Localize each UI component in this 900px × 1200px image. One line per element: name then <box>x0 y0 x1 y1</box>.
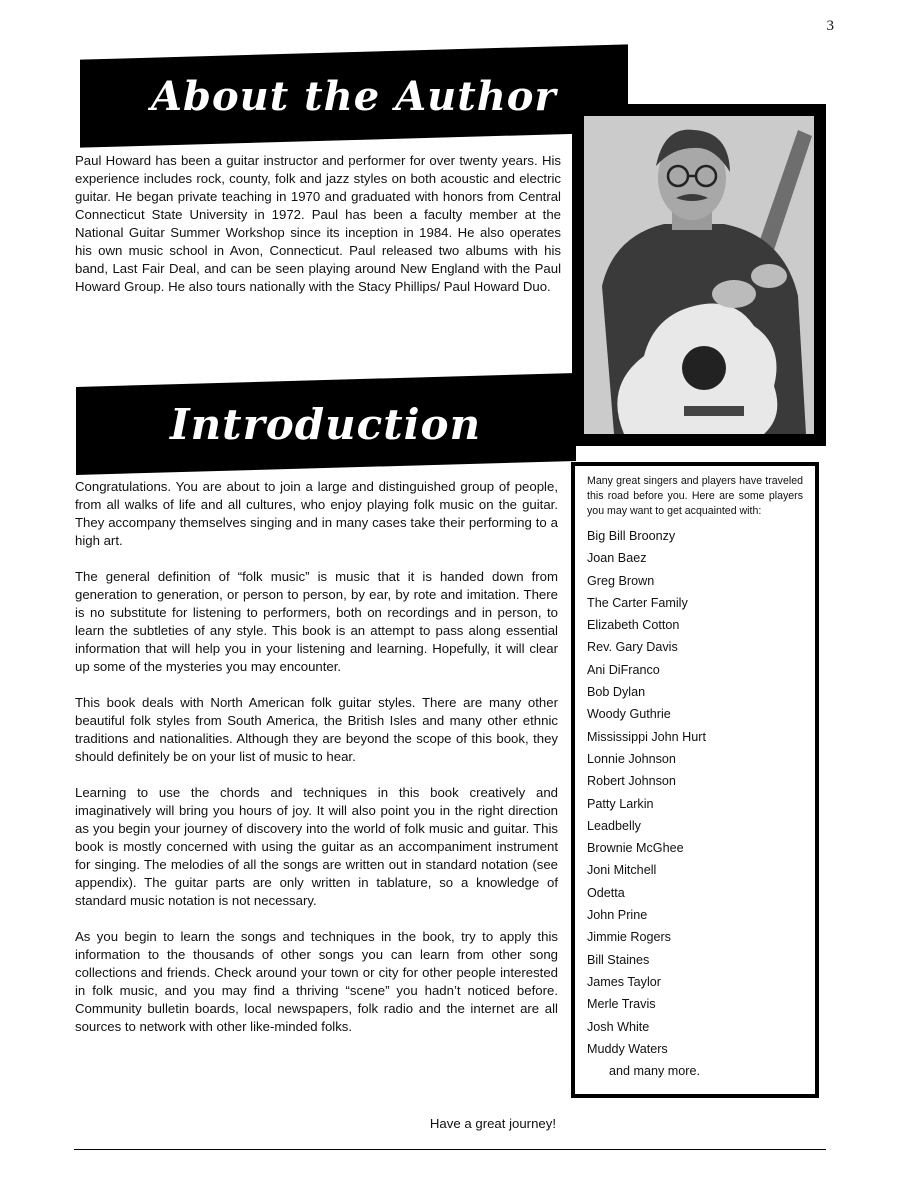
artist-item: Josh White <box>587 1019 650 1034</box>
author-photo <box>584 116 814 434</box>
artist-item: Lonnie Johnson <box>587 751 676 766</box>
players-sidebar <box>571 462 819 1098</box>
intro-paragraph: The general definition of “folk music” is music that it is handed down from generation to generation, or person to person, by ear, by rote and imitation. There is no substitute for listening to performers, both on recordings and in person, to learn the subtleties of any style. This book is an attempt to pass along essential information that will help you in your listening and learning. Hopefully, it will clear up some of the mysteries you may encounter. <box>75 569 558 674</box>
artist-item: Bob Dylan <box>587 685 646 700</box>
sidebar-more: and many more. <box>609 1064 700 1079</box>
artist-item: John Prine <box>587 908 648 923</box>
intro-body <box>75 478 558 1054</box>
artist-item: Odetta <box>587 885 625 900</box>
artist-item: Jimmie Rogers <box>587 930 671 945</box>
about-heading: About the Author <box>151 72 557 120</box>
artist-item: Woody Guthrie <box>587 707 671 722</box>
footer-rule <box>74 1149 826 1150</box>
artist-item: Patty Larkin <box>587 796 654 811</box>
page-number: 3 <box>826 18 834 34</box>
sidebar-intro: Many great singers and players have traveled this road before you. Here are some players you may want to get acquainted with: <box>587 475 803 517</box>
artist-item: Joan Baez <box>587 551 647 566</box>
artist-item: Mississippi John Hurt <box>587 729 706 744</box>
artist-item: Brownie McGhee <box>587 841 684 856</box>
intro-heading-banner <box>76 373 576 475</box>
artist-item: Ani DiFranco <box>587 662 660 677</box>
guitarist-photo-icon <box>584 116 814 434</box>
artist-item: James Taylor <box>587 974 661 989</box>
intro-paragraph: This book deals with North American folk guitar styles. There are many other beautiful folk styles from South America, the British Isles and many other ethnic traditions and nationalities. Although they are beyond the scope of this book, they should definitely be on your list of music to hear. <box>75 695 558 764</box>
artist-item: Robert Johnson <box>587 774 676 789</box>
artist-item: Big Bill Broonzy <box>587 529 676 543</box>
artist-item: Greg Brown <box>587 573 655 588</box>
artist-item: The Carter Family <box>587 595 688 610</box>
artist-item: Elizabeth Cotton <box>587 618 680 633</box>
artist-item: Merle Travis <box>587 997 656 1012</box>
intro-paragraph: Congratulations. You are about to join a large and distinguished group of people, from all walks of life and all cultures, who enjoy playing folk music on the guitar. They accompany themselves singing and in many cases take their performing to a high art. <box>75 479 558 548</box>
author-bio: Paul Howard has been a guitar instructor and performer for over twenty years. His experience includes rock, county, folk and jazz styles on both acoustic and electric guitar. He began private teaching in 1970 and graduated with honors from Central Connecticut State University in 1972. Paul has been a faculty member at the National Guitar Summer Workshop since its inception in 1984. He also operates his own music school in Avon, Connecticut. Paul released two albums with his band, Last Fair Deal, and can be seen playing around New England with the Paul Howard Group. He also tours nationally with the Stacy Phillips/ Paul Howard Duo. <box>75 153 561 294</box>
artist-item: Rev. Gary Davis <box>587 640 678 655</box>
signoff: Have a great journey! <box>429 1116 556 1131</box>
artist-item: Joni Mitchell <box>587 863 657 878</box>
intro-heading: Introduction <box>170 399 482 449</box>
artist-item: Leadbelly <box>587 818 641 833</box>
artist-list <box>587 525 803 1060</box>
about-heading-banner <box>80 44 628 147</box>
author-photo-frame <box>572 104 826 446</box>
artist-item: Bill Staines <box>587 952 650 967</box>
artist-item: Muddy Waters <box>587 1041 668 1056</box>
intro-paragraph: Learning to use the chords and techniques in this book creatively and imaginatively will bring you hours of joy. It will also point you in the right direction as you begin your journey of discovery into the world of folk music and guitar. This book is mostly concerned with using the guitar as an accompaniment instrument for singing. The melodies of all the songs are written out in standard notation (see appendix). The guitar parts are only written in tablature, so a knowledge of standard music notation is not necessary. <box>75 785 558 908</box>
intro-paragraph: As you begin to learn the songs and techniques in the book, try to apply this information to the thousands of other songs you can learn from other song collections and friends. Check around your town or city for other people interested in folk music, and you may find a thriving “scene” you hadn’t noticed before. Community bulletin boards, local newspapers, folk radio and the internet are all sources to network with other like-minded folks. <box>75 929 558 1034</box>
